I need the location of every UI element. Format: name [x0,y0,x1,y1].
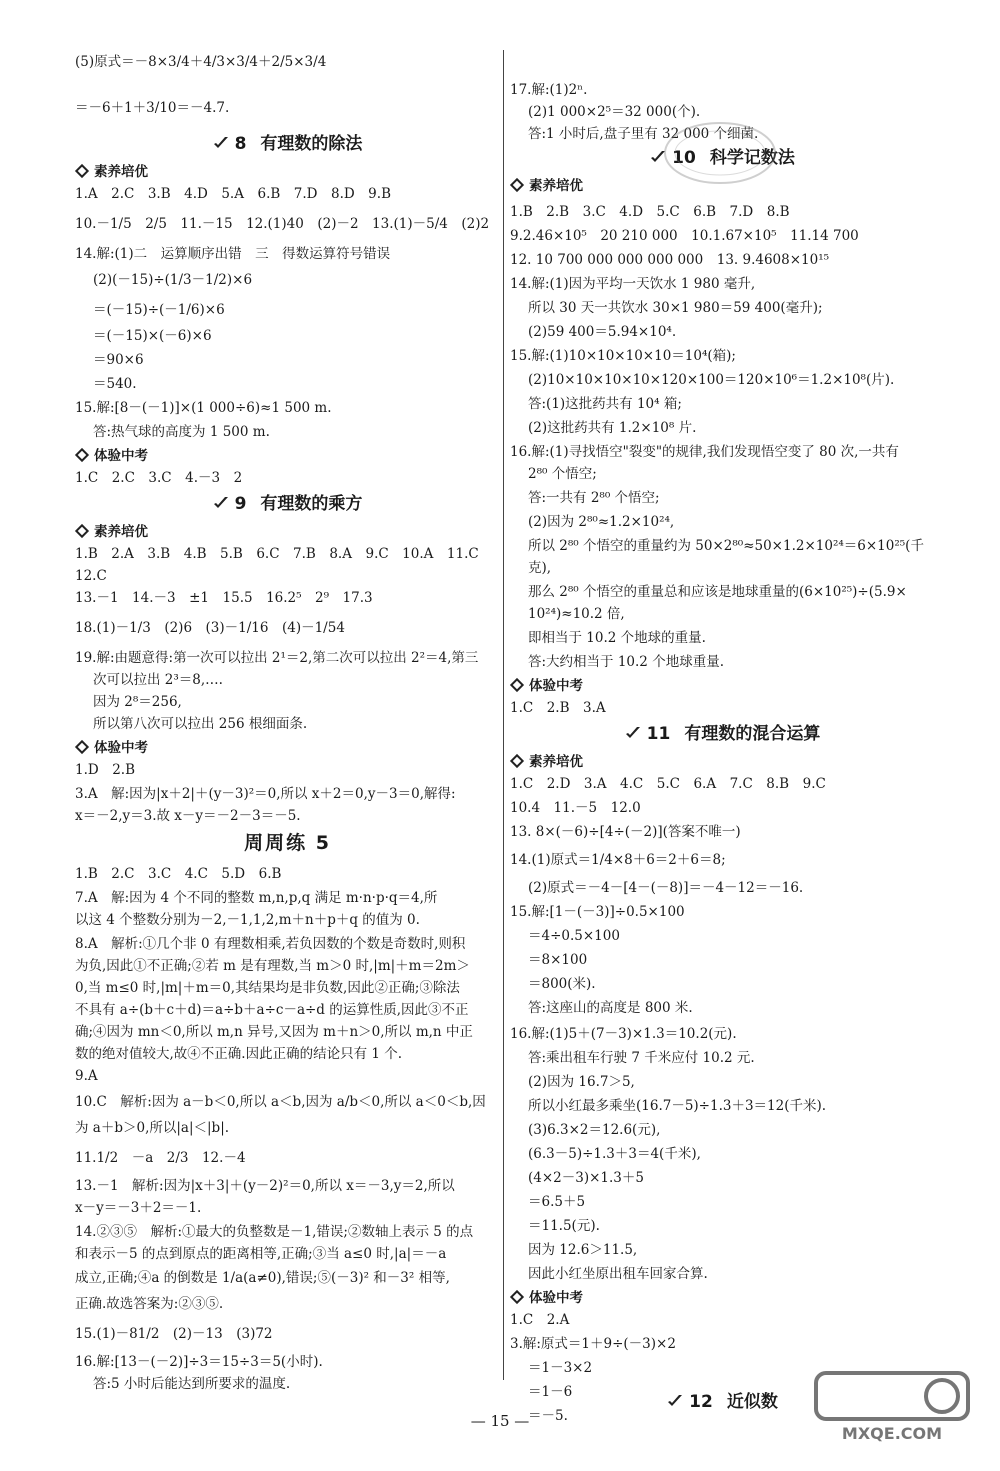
text-line: (6.3－5)÷1.3＋3＝4(千米), [528,1146,701,1162]
text-line: ＝(－15)÷(－1/6)×6 [93,302,225,318]
text-line: 因为 12.6＞11.5, [528,1242,638,1258]
text-line: 数的绝对值较大,故④不正确.因此正确的结论只有 1 个. [75,1046,403,1062]
text-line: 16.解:(1)寻找悟空"裂变"的规律,我们发现悟空变了 80 次,一共有 [510,444,899,460]
text-line: (2)1 000×2⁵＝32 000(个). [528,104,701,120]
text-line: 为负,因此①不正确;②若 m 是有理数,当 m＞0 时,|m|＋m＝2m＞ [75,958,470,974]
stamp-icon [660,118,780,188]
text-line: 所以第八次可以拉出 256 根细面条. [93,716,308,732]
text-line: 正确.故选答案为:②③⑤. [75,1296,224,1312]
text-line: 19.解:由题意得:第一次可以拉出 2¹＝2,第二次可以拉出 2²＝4,第三 [75,650,479,666]
section-heading-9: 9 有理数的乘方 [75,492,500,516]
subsection-heading: 素养培优 [75,522,148,542]
section-heading-8: 8 有理数的除法 [75,132,500,156]
text-line: (2)因为 2⁸⁰≈1.2×10²⁴, [528,514,675,530]
text-line: 1.C 2.C 3.C 4.－3 2 [75,470,243,486]
text-line: 11.1/2 －a 2/3 12.－4 [75,1150,246,1166]
text-line: 7.A 解:因为 4 个不同的整数 m,n,p,q 满足 m·n·p·q＝4,所 [75,890,438,906]
text-line: ＝1－6 [528,1384,573,1400]
text-line: (3)6.3×2＝12.6(元), [528,1122,661,1138]
watermark-text: MXQE.COM [841,1424,943,1443]
subsection-heading: 体验中考 [75,738,148,758]
text-line: 1.B 2.A 3.B 4.B 5.B 6.C 7.B 8.A 9.C 10.A 11.C [75,546,479,562]
text-line: 答:乘出租车行驶 7 千米应付 10.2 元. [528,1050,755,1066]
text-line: 18.(1)－1/3 (2)6 (3)－1/16 (4)－1/54 [75,620,345,636]
text-line: ＝90×6 [93,352,144,368]
column-divider [503,50,504,1380]
text-line: 17.解:(1)2ⁿ. [510,82,588,98]
diamond-icon [75,164,89,178]
weekly-practice-heading: 周周练 5 [244,832,331,854]
page-number: — 15 — [470,1412,530,1430]
text-line: 所以 30 天一共饮水 30×1 980＝59 400(毫升); [528,300,823,316]
text-line: 10.C 解析:因为 a－b＜0,所以 a＜b,因为 a/b＜0,所以 a＜0＜b,因 [75,1094,486,1110]
text-line: 为 a＋b＞0,所以|a|＜|b|. [75,1120,230,1136]
text-line: 答:5 小时后能达到所要求的温度. [93,1376,291,1392]
text-line: 所以 2⁸⁰ 个悟空的重量约为 50×2⁸⁰≈50×1.2×10²⁴＝6×10²⁵(千 [528,538,924,554]
text-line: 9.A [75,1068,98,1084]
subsection-heading: 素养培优 [510,176,583,196]
text-line: 3.A 解:因为|x＋2|＋(y－3)²＝0,所以 x＋2＝0,y－3＝0,解得: [75,786,456,802]
subsection-heading: 体验中考 [75,446,148,466]
text-line: 15.解:(1)10×10×10×10＝10⁴(箱); [510,348,736,364]
text-line: 答:大约相当于 10.2 个地球重量. [528,654,724,670]
text-line: ＝4÷0.5×100 [528,928,620,944]
text-line: 所以小红最多乘坐(16.7－5)÷1.3＋3＝12(千米). [528,1098,827,1114]
text-line: 不具有 a÷(b＋c＋d)＝a÷b＋a÷c－a÷d 的运算性质,因此③不正 [75,1002,469,1018]
text-line: 以这 4 个整数分别为－2,－1,1,2,m＋n＋p＋q 的值为 0. [75,912,420,928]
text-line: 10.4 11.－5 12.0 [510,800,641,816]
text-line: (2)因为 16.7＞5, [528,1074,635,1090]
text-line: 确;④因为 mn＜0,所以 m,n 异号,又因为 m＋n＞0,所以 m,n 中正 [75,1024,473,1040]
section-heading-12: 12 近似数 [510,1390,935,1414]
text-line: (2)10×10×10×10×120×100＝120×10⁶＝1.2×10⁸(片). [528,372,895,388]
text-line: 答:1 小时后,盘子里有 32 000 个细菌. [528,126,759,142]
text-line: (4×2－3)×1.3＋5 [528,1170,644,1186]
leaf-check-icon [213,496,229,510]
leaf-check-icon [667,1394,683,1408]
text-line: 0,当 m≤0 时,|m|＋m＝0,其结果均是非负数,因此②正确;③除法 [75,980,460,996]
section-heading-10: 10 科学记数法 [510,146,935,170]
text-line: 14.②③⑤ 解析:①最大的负整数是－1,错误;②数轴上表示 5 的点 [75,1224,474,1240]
text-line: ＝6.5＋5 [528,1194,586,1210]
subsection-heading: 素养培优 [510,752,583,772]
text-line: 1.D 2.B [75,762,136,778]
text-line: 1.B 2.C 3.C 4.C 5.D 6.B [75,866,282,882]
diamond-icon [510,178,524,192]
diamond-icon [75,448,89,462]
text-line: 1.A 2.C 3.B 4.D 5.A 6.B 7.D 8.D 9.B [75,186,391,202]
diamond-icon [75,524,89,538]
text-line: ＝(－15)×(－6)×6 [93,328,212,344]
text-line: 答:一共有 2⁸⁰ 个悟空; [528,490,660,506]
subsection-heading: 体验中考 [510,1288,583,1308]
diamond-icon [510,678,524,692]
text-line: 2⁸⁰ 个悟空; [528,466,597,482]
text-line: 1.B 2.B 3.C 4.D 5.C 6.B 7.D 8.B [510,204,790,220]
diamond-icon [510,754,524,768]
diamond-icon [510,1290,524,1304]
text-line: ＝－5. [528,1408,568,1424]
text-line: (5)原式＝－8×3/4＋4/3×3/4＋2/5×3/4 [75,54,327,70]
text-line: ＝800(米). [528,976,596,992]
text-line: ＝11.5(元). [528,1218,600,1234]
text-line: 16.解:(1)5＋(7－3)×1.3＝10.2(元). [510,1026,737,1042]
subsection-heading: 素养培优 [75,162,148,182]
text-line: 答:(1)这批药共有 10⁴ 箱; [528,396,682,412]
text-line: 1.C 2.B 3.A [510,700,606,716]
text-line: 次可以拉出 2³＝8,…. [93,672,223,688]
diamond-icon [75,740,89,754]
text-line: (2)(－15)÷(1/3－1/2)×6 [93,272,253,288]
text-line: 答:热气球的高度为 1 500 m. [93,424,270,440]
text-line: 13.－1 14.－3 ±1 15.5 16.2⁵ 2⁹ 17.3 [75,590,373,606]
text-line: 10²⁴)≈10.2 倍, [528,606,625,622]
leaf-check-icon [625,726,641,740]
text-line: x－y＝－3＋2＝－1. [75,1200,202,1216]
text-line: 10.－1/5 2/5 11.－15 12.(1)40 (2)－2 13.(1)－5/4 (2)2 [75,216,490,232]
text-line: 1.C 2.A [510,1312,570,1328]
text-line: (2)59 400＝5.94×10⁴. [528,324,677,340]
text-line: 1.C 2.D 3.A 4.C 5.C 6.A 7.C 8.B 9.C [510,776,826,792]
text-line: 克), [528,560,552,576]
text-line: (2)原式＝－4－[4－(－8)]＝－4－12＝－16. [528,880,804,896]
text-line: 14.解:(1)因为平均一天饮水 1 980 毫升, [510,276,756,292]
text-line: 那么 2⁸⁰ 个悟空的重量总和应该是地球重量的(6×10²⁵)÷(5.9× [528,584,907,600]
text-line: 因为 2⁸＝256, [93,694,182,710]
text-line: 9.2.46×10⁵ 20 210 000 10.1.67×10⁵ 11.14 700 [510,228,859,244]
text-line: 14.(1)原式＝1/4×8＋6＝2＋6＝8; [510,852,726,868]
text-line: ＝540. [93,376,137,392]
text-line: 12.C [75,568,107,584]
text-line: 答:这座山的高度是 800 米. [528,1000,693,1016]
leaf-check-icon [213,136,229,150]
text-line: (2)这批药共有 1.2×10⁸ 片. [528,420,697,436]
text-line: 12. 10 700 000 000 000 000 13. 9.4608×10¹⁵ [510,252,830,268]
text-line: 8.A 解析:①几个非 0 有理数相乘,若负因数的个数是奇数时,则积 [75,936,466,952]
text-line: ＝－6＋1＋3/10＝－4.7. [75,100,230,116]
text-line: 15.解:[1－(－3)]÷0.5×100 [510,904,685,920]
text-line: 和表示－5 的点到原点的距离相等,正确;③当 a≤0 时,|a|＝－a [75,1246,447,1262]
section-heading-11: 11 有理数的混合运算 [510,722,935,746]
text-line: ＝8×100 [528,952,588,968]
text-line: 13. 8×(－6)÷[4÷(－2)](答案不唯一) [510,824,741,840]
text-line: 15.(1)－81/2 (2)－13 (3)72 [75,1326,273,1342]
text-line: 15.解:[8－(－1)]×(1 000÷6)≈1 500 m. [75,400,332,416]
text-line: 即相当于 10.2 个地球的重量. [528,630,706,646]
text-line: 3.解:原式＝1＋9÷(－3)×2 [510,1336,676,1352]
text-line: 因此小红坐原出租车回家合算. [528,1266,708,1282]
subsection-heading: 体验中考 [510,676,583,696]
text-line: 14.解:(1)二 运算顺序出错 三 得数运算符号错误 [75,246,391,262]
text-line: 13.－1 解析:因为|x＋3|＋(y－2)²＝0,所以 x＝－3,y＝2,所以 [75,1178,455,1194]
text-line: 16.解:[13－(－2)]÷3＝15÷3＝5(小时). [75,1354,323,1370]
text-line: 成立,正确;④a 的倒数是 1/a(a≠0),错误;⑤(－3)² 和－3² 相等, [75,1270,450,1286]
text-line: ＝1－3×2 [528,1360,593,1376]
text-line: x＝－2,y＝3.故 x－y＝－2－3＝－5. [75,808,301,824]
watermark-logo-icon [812,1367,972,1447]
